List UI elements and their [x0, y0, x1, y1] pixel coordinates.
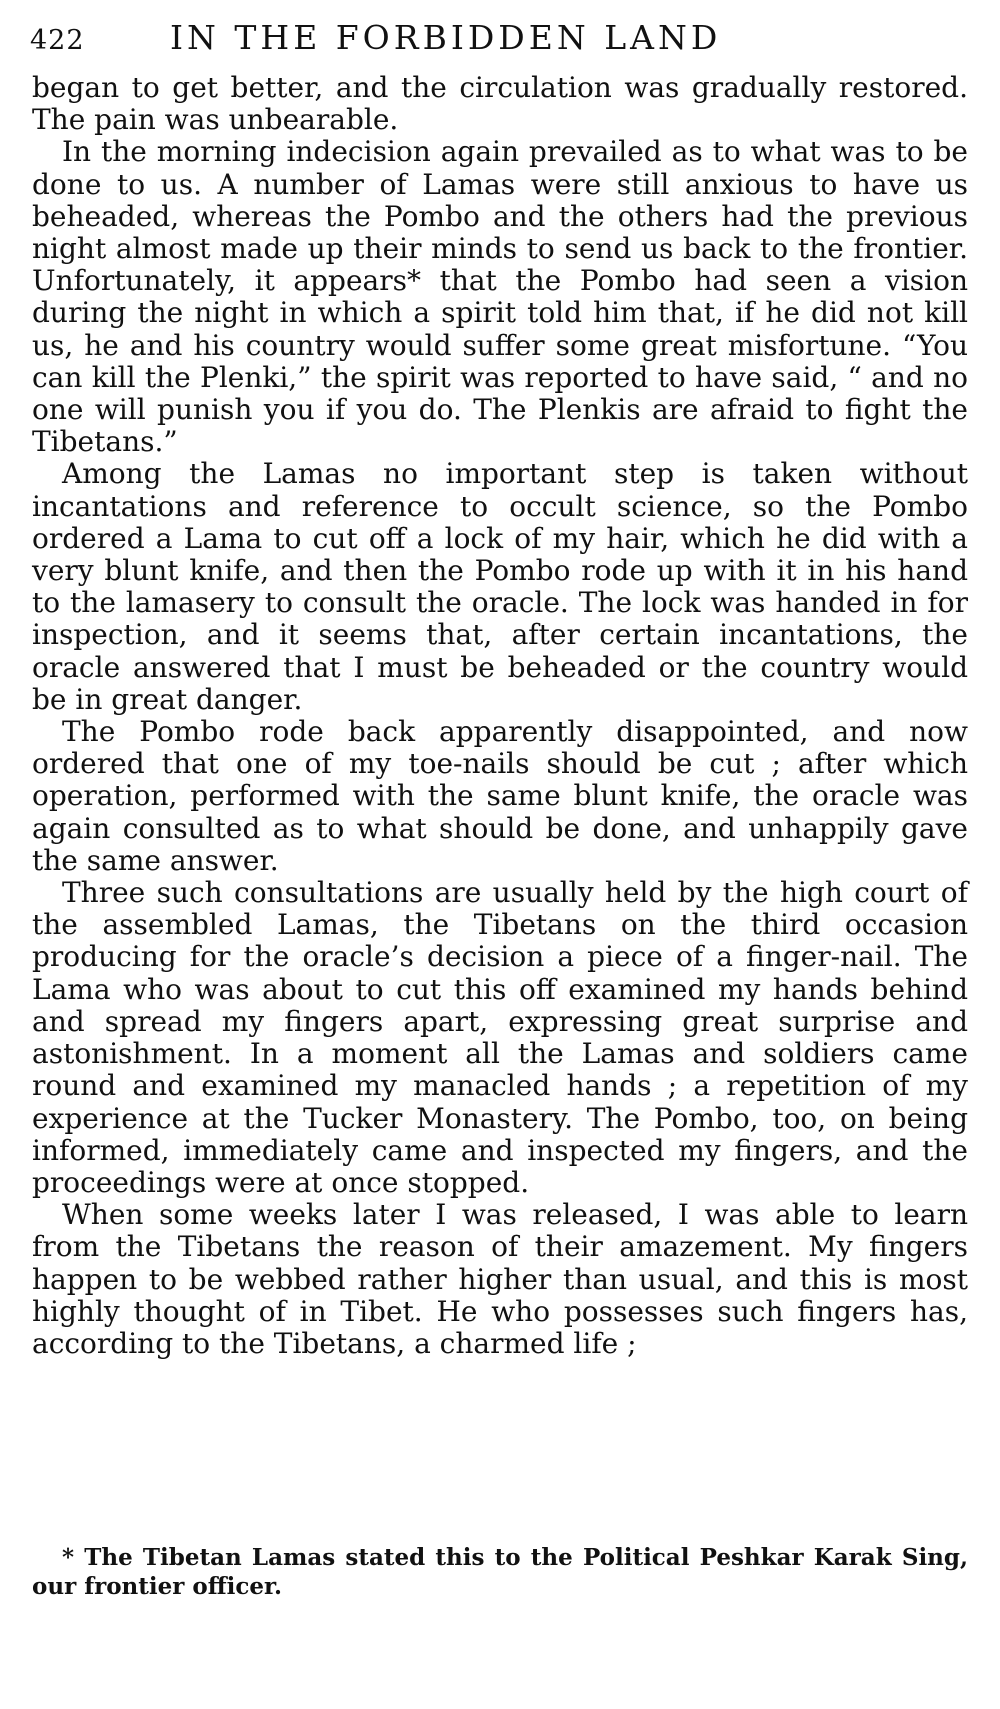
- paragraph: The Pombo rode back apparently disappointed, and now ordered that one of my toe-nails should be cut ; after which operation, performed with the same blunt knife, the oracle was again consulted as to what should be done, and unhappily gave the same answer.: [32, 715, 968, 877]
- paragraph: In the morning indecision again prevailed as to what was to be done to us. A number of Lamas were still anxious to have us beheaded, whereas the Pombo and the others had the previous night almost made up their minds to send us back to the frontier. Unfortunately, it appears* that the Pombo had seen a vision during the night in which a spirit told him that, if he did not kill us, he and his country would suffer some great misfortune. “You can kill the Plenki,” the spirit was reported to have said, “ and no one will punish you if you do. The Plenkis are afraid to fight the Tibetans.”: [32, 135, 968, 459]
- running-title: IN THE FORBIDDEN LAND: [170, 18, 722, 57]
- page-header: [32, 18, 968, 68]
- book-page: [32, 18, 968, 1360]
- paragraph: began to get better, and the circulation was gradually restored. The pain was unbearable.: [32, 71, 968, 137]
- paragraph: When some weeks later I was released, I was able to learn from the Tibetans the reason of their amazement. My fingers happen to be webbed rather higher than usual, and this is most highly thought of in Tibet. He who possesses such fingers has, according to the Tibetans, a charmed life ;: [32, 1198, 968, 1360]
- paragraph: Among the Lamas no important step is taken without incantations and reference to occult science, so the Pombo ordered a Lama to cut off a lock of my hair, which he did with a very blunt knife, and then the Pombo rode up with it in his hand to the lamasery to consult the oracle. The lock was handed in for inspection, and it seems that, after certain incantations, the oracle answered that I must be beheaded or the country would be in great danger.: [32, 457, 968, 716]
- footnote: * The Tibetan Lamas stated this to the Political Peshkar Karak Sing, our frontier officer.: [32, 1544, 968, 1600]
- paragraph: Three such consultations are usually held by the high court of the assembled Lamas, the Tibetans on the third occasion producing for the oracle’s decision a piece of a finger-nail. The Lama who was about to cut this off examined my hands behind and spread my fingers apart, expressing great surprise and astonishment. In a moment all the Lamas and soldiers came round and examined my manacled hands ; a repetition of my experience at the Tucker Monastery. The Pombo, too, on being informed, immediately came and inspected my fingers, and the proceedings were at once stopped.: [32, 876, 968, 1199]
- body-text: [32, 72, 968, 1360]
- page-number: 422: [30, 25, 85, 56]
